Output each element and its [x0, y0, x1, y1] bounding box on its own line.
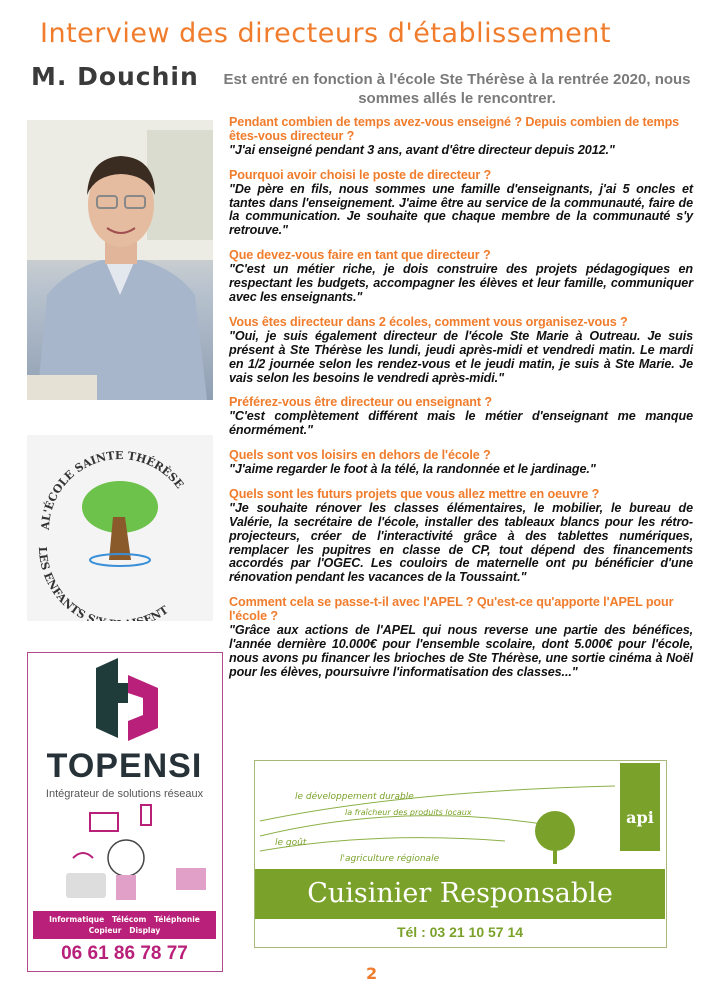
topensi-ad [27, 652, 223, 972]
intro-text: Est entré en fonction à l'école Ste Thérèse à la rentrée 2020, nous sommes allés le rencontrer. [223, 71, 691, 107]
api-script-1: le développement durable [295, 792, 414, 802]
topensi-services [33, 911, 216, 939]
services-line-2: Copieur Display [88, 926, 161, 935]
api-script-4: l'agriculture régionale [340, 854, 440, 864]
logo-text-bottom: LES ENFANTS S' ENT [35, 546, 171, 621]
director-name: M. Douchin [31, 62, 199, 91]
svg-text:LES ENFANTS S'Y PLAISENT [36, 546, 171, 621]
topensi-brand: TOPENSI [46, 747, 203, 785]
logo-text-top: AL'ÉCOLE SAINTE THÉRÈSE [38, 448, 187, 531]
interview-section [229, 116, 693, 691]
api-script-2: la fraîcheur des produits locaux [345, 808, 472, 817]
school-logo [27, 435, 213, 621]
answer: "Grâce aux actions de l'APEL qui nous reverse une partie des bénéfices, l'année dernière 10.000€ pour l'ensemble scolaire, dont 5.000€ pour l'école, nous avons pu financer les brioches de Ste Thérèse, une sortie cinéma à Noël pour les élèves, poursuivre l'informatisation des classes..." [229, 623, 693, 679]
director-photo [27, 120, 213, 400]
services-line-1: Informatique Télécom Téléphonie [49, 915, 200, 924]
page-number: 2 [366, 964, 378, 983]
answer: "Je souhaite rénover les classes élémentaires, le mobilier, le bureau de Valérie, la secrétaire de l'école, installer des tableaux blancs pour les rétro-projecteurs, créer de l'interactivité grâce à des tablettes numériques, remplacer les pupitres en classe de CP, tout dépend des financements accordés par l'OGEC. Les couloirs de maternelle ont pu bénéficier d'une rénovation pendant les vacances de la Toussaint." [229, 500, 693, 585]
topensi-tagline: Intégrateur de solutions réseaux [45, 788, 204, 800]
api-script-3: le goût [275, 838, 307, 848]
answer: "C'est complètement différent mais le métier d'enseignant me manque énormément." [229, 409, 693, 438]
question: Pourquoi avoir choisi le poste de directeur ? [229, 167, 492, 182]
api-phone: Tél : 03 21 10 57 14 [396, 924, 524, 940]
api-title: Cuisinier Responsable [255, 869, 665, 919]
answer: "C'est un métier riche, je dois construire des projets pédagogiques en respectant les budgets, accompagner les élèves et leur famille, communiquer avec les enseignants." [229, 262, 693, 304]
question: Pendant combien de temps avez-vous enseigné ? Depuis combien de temps êtes-vous directeur ? [229, 115, 680, 143]
api-ad [254, 760, 667, 948]
answer: "J'ai enseigné pendant 3 ans, avant d'être directeur depuis 2012." [229, 142, 615, 157]
answer: "Oui, je suis également directeur de l'école Ste Marie à Outreau. Je suis présent à Ste Thérèse les lundi, jeudi après-midi et vendredi matin. Le mardi en 1/2 journée selon les rendez-vous et le jeudi matin, je suis à Ste Marie. Je vais selon les besoins le vendredi après-midi." [229, 328, 693, 385]
question: Comment cela se passe-t-il avec l'APEL ? Qu'est-ce qu'apporte l'APEL pour l'école ? [229, 595, 674, 624]
question: Vous êtes directeur dans 2 écoles, comment vous organisez-vous ? [229, 314, 628, 329]
api-logo: api [620, 763, 660, 851]
answer: "J'aime regarder le foot à la télé, la randonnée et le jardinage." [229, 462, 596, 477]
question: Que devez-vous faire en tant que directeur ? [229, 248, 491, 263]
answer: "De père en fils, nous sommes une famille d'enseignants, j'ai 5 oncles et tantes dans l'enseignement. J'aime être au service de la communauté, faire de la communication. Je souhaite que chaque membre de la communauté s'y retrouve." [229, 181, 693, 238]
page-title: Interview des directeurs d'établissement [40, 18, 611, 49]
question: Préférez-vous être directeur ou enseignant ? [229, 395, 492, 410]
question: Quels sont vos loisirs en dehors de l'école ? [229, 448, 491, 463]
question: Quels sont les futurs projets que vous allez mettre en oeuvre ? [229, 486, 600, 501]
topensi-phone: 06 61 86 78 77 [61, 943, 188, 964]
